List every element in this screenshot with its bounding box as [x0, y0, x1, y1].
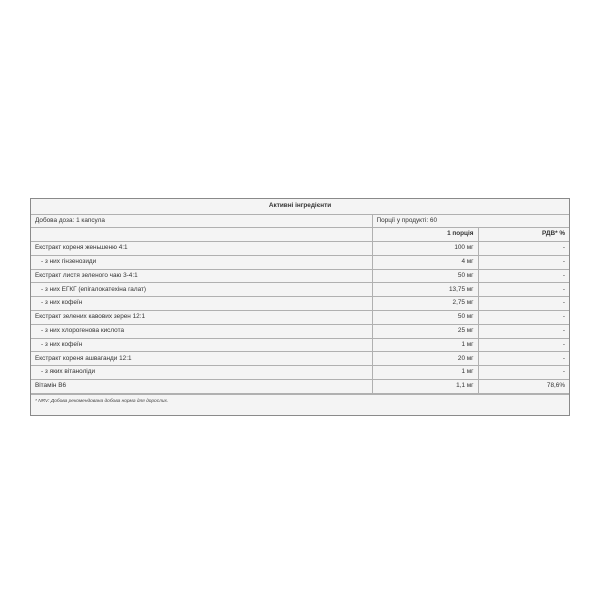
ingredient-rdv: - [478, 352, 569, 366]
column-header-row [31, 228, 569, 242]
ingredient-rdv: - [478, 324, 569, 338]
servings-label: Порції у продукті: 60 [372, 214, 569, 228]
ingredient-name: - з них кофеїн [31, 338, 372, 352]
table-row [31, 311, 569, 325]
ingredient-name: Екстракт зелених кавових зерен 12:1 [31, 311, 372, 325]
dose-row [31, 214, 569, 228]
table-row [31, 297, 569, 311]
ingredient-rdv: - [478, 283, 569, 297]
ingredient-name: - з них кофеїн [31, 297, 372, 311]
ingredient-amount: 4 мг [372, 255, 478, 269]
ingredient-name: - з них хлорогенова кислота [31, 324, 372, 338]
ingredient-rdv: - [478, 242, 569, 256]
ingredient-rdv: - [478, 269, 569, 283]
ingredient-name: Вітамін В6 [31, 380, 372, 394]
ingredient-amount: 50 мг [372, 269, 478, 283]
table-row [31, 338, 569, 352]
ingredient-amount: 13,75 мг [372, 283, 478, 297]
ingredient-amount: 1 мг [372, 338, 478, 352]
table-row [31, 352, 569, 366]
table-row [31, 380, 569, 394]
ingredient-name: - з них ЕГКГ (епігалокатехіна галат) [31, 283, 372, 297]
ingredients-table [31, 199, 569, 394]
ingredient-amount: 25 мг [372, 324, 478, 338]
ingredient-amount: 1,1 мг [372, 380, 478, 394]
ingredient-name: - з яких вітаноліди [31, 366, 372, 380]
ingredient-name: Екстракт кореня ашваганди 12:1 [31, 352, 372, 366]
ingredient-amount: 100 мг [372, 242, 478, 256]
ingredient-rdv: - [478, 338, 569, 352]
header-serving: 1 порція [372, 228, 478, 242]
ingredient-amount: 1 мг [372, 366, 478, 380]
daily-dose-label: Добова доза: 1 капсула [31, 214, 372, 228]
footnote: * NRV: Добова рекомендована добова норма для дорослих. [31, 394, 569, 415]
table-row [31, 242, 569, 256]
supplement-facts-panel [30, 198, 570, 416]
ingredient-rdv: - [478, 311, 569, 325]
table-row [31, 324, 569, 338]
table-row [31, 366, 569, 380]
table-row [31, 269, 569, 283]
ingredient-amount: 2,75 мг [372, 297, 478, 311]
ingredient-name: Екстракт кореня женьшеню 4:1 [31, 242, 372, 256]
ingredient-rdv: - [478, 297, 569, 311]
ingredient-rdv: - [478, 255, 569, 269]
ingredient-rdv: - [478, 366, 569, 380]
ingredient-rdv: 78,6% [478, 380, 569, 394]
ingredient-name: - з них гінзенозиди [31, 255, 372, 269]
table-title: Активні інгредієнти [31, 199, 569, 214]
ingredient-amount: 20 мг [372, 352, 478, 366]
ingredient-amount: 50 мг [372, 311, 478, 325]
table-row [31, 283, 569, 297]
header-rdv: РДВ* % [478, 228, 569, 242]
ingredient-name: Екстракт листя зеленого чаю 3-4:1 [31, 269, 372, 283]
table-title-row [31, 199, 569, 214]
table-row [31, 255, 569, 269]
header-spacer [31, 228, 372, 242]
